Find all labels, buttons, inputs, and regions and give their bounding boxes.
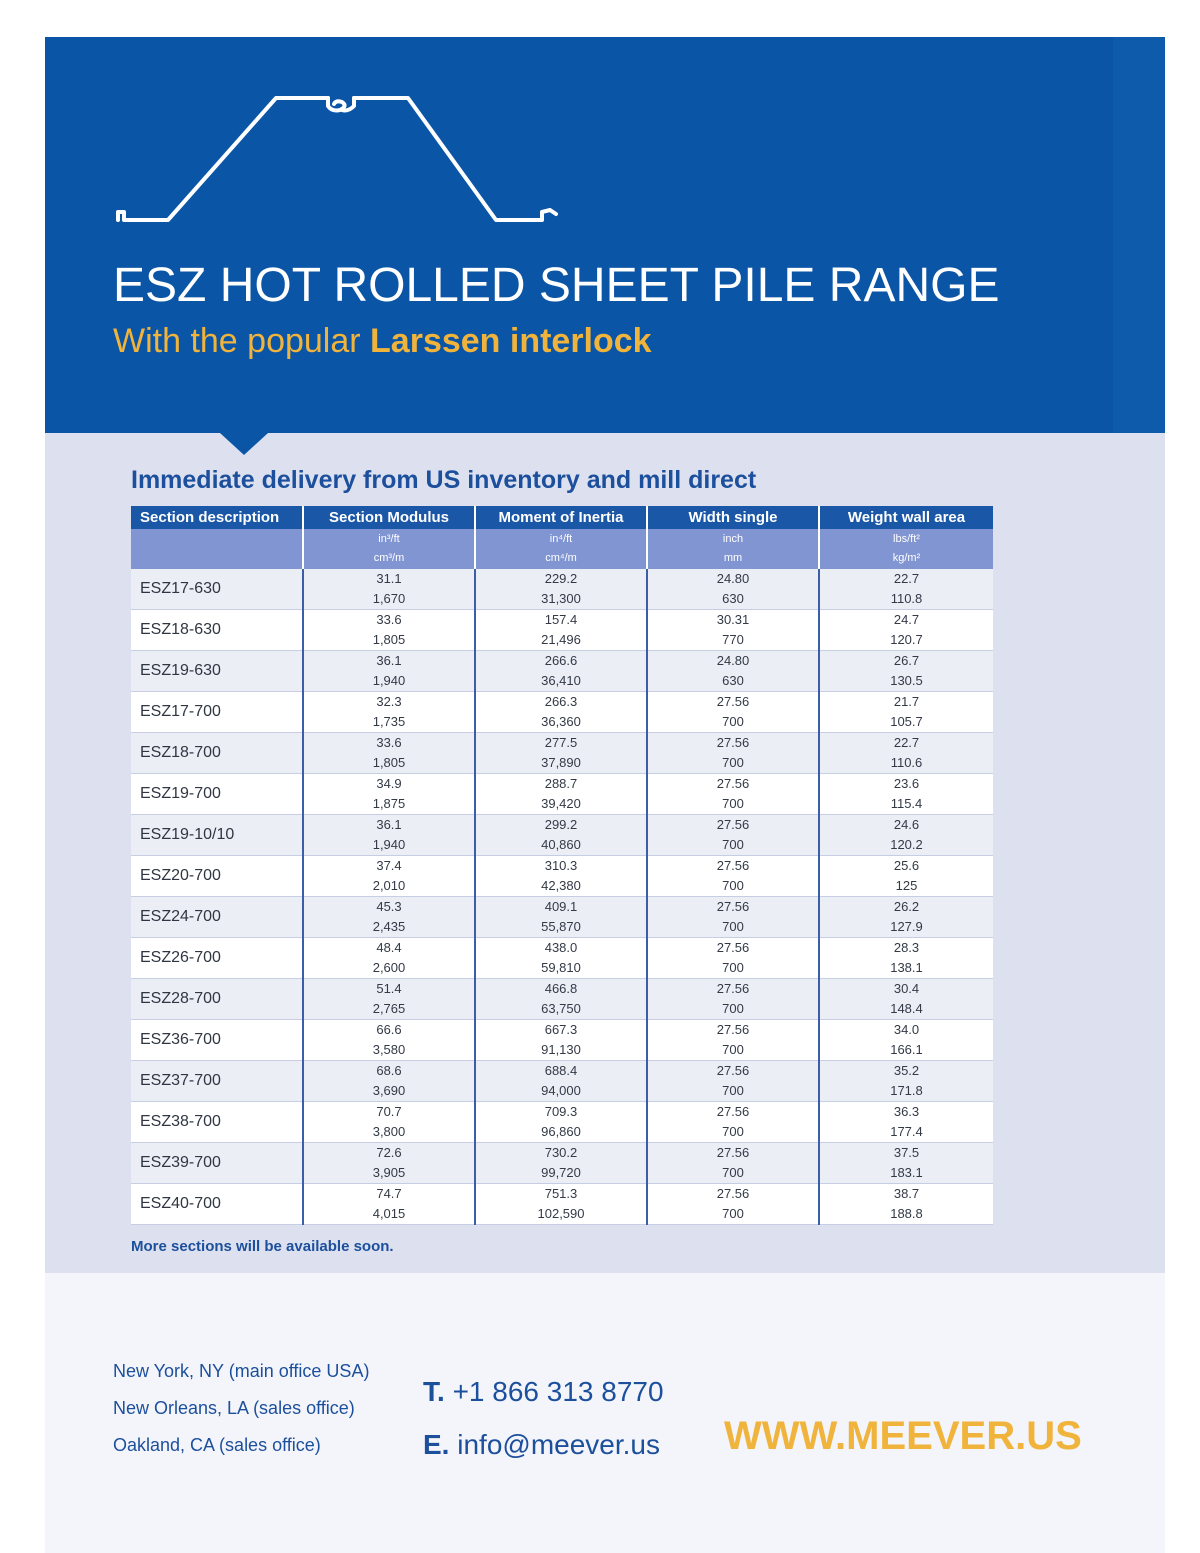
value-metric: 1,940 [372,673,406,688]
value-metric: 700 [722,1083,744,1098]
unit-cell [303,529,475,569]
unit-metric: mm [723,552,743,564]
table-row [131,979,993,1020]
value-metric: 91,130 [541,1042,581,1057]
moment-of-inertia-cell [475,897,647,938]
value-metric: 1,940 [372,837,406,852]
value-metric: 1,805 [372,755,406,770]
phone-label: T. [423,1376,445,1407]
section-modulus-cell [303,692,475,733]
value-metric: 40,860 [541,837,581,852]
value-imperial: 466.8 [544,981,578,996]
column-header: Section description [131,506,303,529]
value-metric: 37,890 [541,755,581,770]
value-metric: 1,875 [372,796,406,811]
moment-of-inertia-cell [475,1184,647,1225]
section-name: ESZ19-700 [131,774,303,815]
value-metric: 96,860 [541,1124,581,1139]
value-metric: 55,870 [541,919,581,934]
value-metric: 1,735 [372,714,406,729]
table-row [131,1102,993,1143]
page-subtitle [113,322,652,361]
section-name: ESZ37-700 [131,1061,303,1102]
value-imperial: 27.56 [716,940,750,955]
office-location: Oakland, CA (sales office) [113,1435,321,1455]
value-imperial: 30.4 [893,981,920,996]
value-imperial: 688.4 [544,1063,578,1078]
section-modulus-cell [303,774,475,815]
section-modulus-cell [303,897,475,938]
moment-of-inertia-cell [475,692,647,733]
page-title: ESZ HOT ROLLED SHEET PILE RANGE [113,259,1000,312]
value-metric: 102,590 [537,1206,585,1221]
value-imperial: 27.56 [716,858,750,873]
value-imperial: 22.7 [893,735,920,750]
weight-cell [819,856,993,897]
value-imperial: 27.56 [716,1186,750,1201]
value-imperial: 26.7 [893,653,920,668]
moment-of-inertia-cell [475,938,647,979]
table-row [131,938,993,979]
value-imperial: 34.0 [893,1022,920,1037]
office-list [113,1358,369,1469]
moment-of-inertia-cell [475,774,647,815]
width-cell [647,815,819,856]
value-metric: 188.8 [890,1206,923,1221]
section-name: ESZ17-630 [131,569,303,610]
value-imperial: 409.1 [544,899,578,914]
phone-number[interactable]: +1 866 313 8770 [452,1376,664,1407]
office-location: New Orleans, LA (sales office) [113,1398,355,1418]
section-name: ESZ40-700 [131,1184,303,1225]
value-imperial: 33.6 [376,735,402,750]
value-imperial: 33.6 [376,612,402,627]
value-imperial: 27.56 [716,1022,750,1037]
value-metric: 1,805 [372,632,406,647]
value-metric: 130.5 [890,673,923,688]
value-imperial: 751.3 [544,1186,578,1201]
section-modulus-cell [303,1102,475,1143]
value-metric: 700 [722,878,744,893]
width-cell [647,1143,819,1184]
value-metric: 110.8 [890,591,923,606]
width-cell [647,938,819,979]
value-imperial: 36.1 [376,653,402,668]
value-metric: 166.1 [890,1042,923,1057]
contact-block [423,1372,664,1478]
value-metric: 2,765 [372,1001,406,1016]
value-metric: 36,410 [541,673,581,688]
value-imperial: 27.56 [716,1063,750,1078]
weight-cell [819,1020,993,1061]
value-metric: 1,670 [372,591,406,606]
weight-cell [819,1143,993,1184]
width-cell [647,692,819,733]
moment-of-inertia-cell [475,610,647,651]
moment-of-inertia-cell [475,815,647,856]
value-imperial: 310.3 [544,858,578,873]
value-metric: 630 [722,591,744,606]
value-imperial: 22.7 [893,571,920,586]
weight-cell [819,733,993,774]
value-imperial: 266.6 [544,653,578,668]
value-metric: 3,905 [372,1165,406,1180]
unit-metric: kg/m² [892,552,921,564]
value-imperial: 27.56 [716,981,750,996]
value-metric: 138.1 [890,960,923,975]
value-imperial: 32.3 [376,694,402,709]
table-row [131,1143,993,1184]
column-header: Width single [647,506,819,529]
moment-of-inertia-cell [475,1061,647,1102]
weight-cell [819,692,993,733]
value-metric: 700 [722,1165,744,1180]
table-row [131,1061,993,1102]
section-name: ESZ17-700 [131,692,303,733]
value-imperial: 27.56 [716,817,750,832]
value-metric: 2,600 [372,960,406,975]
weight-cell [819,815,993,856]
value-metric: 21,496 [541,632,581,647]
unit-imperial: in³/ft [378,533,400,545]
value-metric: 700 [722,837,744,852]
value-metric: 115.4 [890,796,923,811]
value-imperial: 38.7 [893,1186,920,1201]
value-metric: 59,810 [541,960,581,975]
table-row [131,651,993,692]
value-metric: 700 [722,1206,744,1221]
weight-cell [819,610,993,651]
table-body [131,569,993,1225]
table-row [131,610,993,651]
value-imperial: 36.3 [893,1104,920,1119]
table-row [131,692,993,733]
table-row [131,815,993,856]
section-modulus-cell [303,979,475,1020]
value-imperial: 288.7 [544,776,578,791]
section-name: ESZ28-700 [131,979,303,1020]
section-name: ESZ24-700 [131,897,303,938]
website-link[interactable]: WWW.MEEVER.US [724,1414,1082,1458]
value-metric: 99,720 [541,1165,581,1180]
column-header: Moment of Inertia [475,506,647,529]
value-imperial: 24.80 [716,571,750,586]
value-imperial: 27.56 [716,776,750,791]
value-imperial: 438.0 [544,940,578,955]
value-imperial: 24.80 [716,653,750,668]
table-row [131,569,993,610]
moment-of-inertia-cell [475,569,647,610]
unit-imperial: inch [722,533,744,545]
width-cell [647,733,819,774]
moment-of-inertia-cell [475,1143,647,1184]
value-metric: 120.2 [890,837,923,852]
section-name: ESZ18-700 [131,733,303,774]
value-imperial: 24.7 [893,612,920,627]
sheet-pile-table [131,506,993,1225]
value-metric: 183.1 [890,1165,923,1180]
office-location: New York, NY (main office USA) [113,1361,370,1381]
unit-cell [475,529,647,569]
moment-of-inertia-cell [475,651,647,692]
section-modulus-cell [303,1184,475,1225]
section-name: ESZ18-630 [131,610,303,651]
section-modulus-cell [303,1143,475,1184]
phone-line [423,1372,664,1425]
value-metric: 31,300 [541,591,581,606]
width-cell [647,774,819,815]
value-imperial: 72.6 [376,1145,402,1160]
moment-of-inertia-cell [475,1102,647,1143]
width-cell [647,610,819,651]
email-label: E. [423,1429,450,1460]
sheet-pile-profile-icon [110,90,570,230]
width-cell [647,1102,819,1143]
unit-imperial: in⁴/ft [549,533,573,545]
footnote: More sections will be available soon. [131,1238,394,1255]
section-name: ESZ26-700 [131,938,303,979]
value-metric: 700 [722,755,744,770]
value-metric: 125 [895,878,918,893]
value-metric: 36,360 [541,714,581,729]
value-imperial: 36.1 [376,817,402,832]
section-modulus-cell [303,651,475,692]
weight-cell [819,1102,993,1143]
section-name: ESZ39-700 [131,1143,303,1184]
value-imperial: 23.6 [893,776,920,791]
width-cell [647,651,819,692]
section-modulus-cell [303,733,475,774]
value-metric: 770 [722,632,744,647]
value-imperial: 24.6 [893,817,920,832]
value-imperial: 709.3 [544,1104,578,1119]
unit-metric: cm³/m [373,552,405,564]
value-metric: 3,800 [372,1124,406,1139]
value-metric: 171.8 [890,1083,923,1098]
value-imperial: 27.56 [716,694,750,709]
value-imperial: 28.3 [893,940,920,955]
weight-cell [819,651,993,692]
section-modulus-cell [303,815,475,856]
section-name: ESZ19-10/10 [131,815,303,856]
value-imperial: 667.3 [544,1022,578,1037]
value-imperial: 299.2 [544,817,578,832]
value-imperial: 27.56 [716,735,750,750]
value-imperial: 31.1 [376,571,402,586]
width-cell [647,856,819,897]
section-name: ESZ20-700 [131,856,303,897]
value-imperial: 26.2 [893,899,920,914]
value-metric: 94,000 [541,1083,581,1098]
value-metric: 700 [722,1124,744,1139]
value-metric: 110.6 [890,755,923,770]
weight-cell [819,1184,993,1225]
value-metric: 700 [722,796,744,811]
value-imperial: 21.7 [893,694,920,709]
table-row [131,856,993,897]
section-name: ESZ38-700 [131,1102,303,1143]
value-imperial: 34.9 [376,776,402,791]
value-metric: 39,420 [541,796,581,811]
value-metric: 127.9 [890,919,923,934]
value-imperial: 66.6 [376,1022,402,1037]
table-row [131,1184,993,1225]
email-line [423,1425,664,1478]
section-modulus-cell [303,569,475,610]
table-row [131,774,993,815]
width-cell [647,569,819,610]
width-cell [647,897,819,938]
table-row [131,733,993,774]
value-imperial: 68.6 [376,1063,402,1078]
value-metric: 700 [722,1042,744,1057]
width-cell [647,1184,819,1225]
value-metric: 3,580 [372,1042,406,1057]
value-metric: 42,380 [541,878,581,893]
weight-cell [819,897,993,938]
hero-edge-strip [1113,37,1165,433]
unit-cell [819,529,993,569]
table-heading: Immediate delivery from US inventory and mill direct [131,466,757,494]
value-imperial: 27.56 [716,1104,750,1119]
value-imperial: 730.2 [544,1145,578,1160]
moment-of-inertia-cell [475,979,647,1020]
width-cell [647,1020,819,1061]
value-imperial: 35.2 [893,1063,920,1078]
unit-metric: cm⁴/m [545,552,577,564]
unit-cell [131,529,303,569]
weight-cell [819,774,993,815]
value-metric: 120.7 [890,632,923,647]
value-imperial: 51.4 [376,981,402,996]
value-imperial: 266.3 [544,694,578,709]
email-link[interactable]: info@meever.us [457,1429,660,1460]
table-row [131,1020,993,1061]
value-imperial: 30.31 [716,612,750,627]
weight-cell [819,979,993,1020]
width-cell [647,979,819,1020]
unit-cell [647,529,819,569]
value-metric: 630 [722,673,744,688]
value-metric: 700 [722,1001,744,1016]
column-header: Weight wall area [819,506,993,529]
value-imperial: 229.2 [544,571,578,586]
value-metric: 2,435 [372,919,406,934]
value-imperial: 37.5 [893,1145,920,1160]
value-metric: 700 [722,919,744,934]
value-metric: 63,750 [541,1001,581,1016]
value-imperial: 45.3 [376,899,402,914]
value-metric: 3,690 [372,1083,406,1098]
value-metric: 105.7 [890,714,923,729]
table-row [131,897,993,938]
weight-cell [819,938,993,979]
width-cell [647,1061,819,1102]
value-imperial: 25.6 [893,858,920,873]
section-modulus-cell [303,938,475,979]
value-imperial: 157.4 [544,612,578,627]
value-metric: 2,010 [372,878,406,893]
moment-of-inertia-cell [475,1020,647,1061]
moment-of-inertia-cell [475,856,647,897]
section-modulus-cell [303,1020,475,1061]
subtitle-plain: With the popular [113,322,371,360]
section-modulus-cell [303,1061,475,1102]
table-unit-row [131,529,993,569]
weight-cell [819,1061,993,1102]
value-metric: 700 [722,960,744,975]
weight-cell [819,569,993,610]
section-name: ESZ36-700 [131,1020,303,1061]
unit-imperial: lbs/ft² [893,533,920,545]
moment-of-inertia-cell [475,733,647,774]
value-metric: 177.4 [890,1124,923,1139]
panel-pointer [220,433,268,455]
value-imperial: 74.7 [376,1186,402,1201]
value-metric: 4,015 [372,1206,406,1221]
value-imperial: 277.5 [544,735,578,750]
value-metric: 700 [722,714,744,729]
section-name: ESZ19-630 [131,651,303,692]
value-imperial: 48.4 [376,940,402,955]
section-modulus-cell [303,856,475,897]
subtitle-bold: Larssen interlock [370,322,652,360]
value-imperial: 70.7 [376,1104,402,1119]
value-imperial: 37.4 [376,858,402,873]
value-metric: 148.4 [890,1001,923,1016]
table-header-row [131,506,993,529]
section-modulus-cell [303,610,475,651]
column-header: Section Modulus [303,506,475,529]
value-imperial: 27.56 [716,1145,750,1160]
value-imperial: 27.56 [716,899,750,914]
